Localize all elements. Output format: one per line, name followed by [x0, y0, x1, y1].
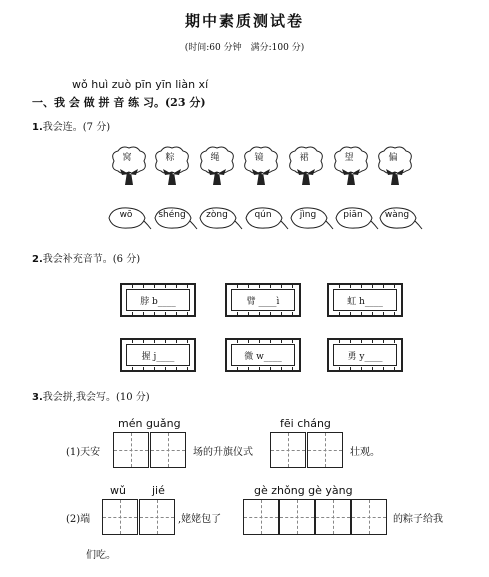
leaf-card[interactable]	[106, 205, 152, 231]
syllable-card[interactable]	[120, 283, 196, 317]
tree-character: 绳	[210, 153, 220, 163]
section1-pinyin: wǒ huì zuò pīn yīn liàn xí	[72, 78, 209, 91]
tree-character: 窝	[122, 153, 132, 163]
leaf-pinyin: qún	[254, 210, 272, 220]
tree-card[interactable]	[240, 145, 282, 187]
tree-card[interactable]	[374, 145, 416, 187]
syllable-card[interactable]	[225, 283, 301, 317]
question-text: 我会补充音节。(6 分)	[42, 254, 141, 265]
syllable-prompt: 臂 ____ì	[231, 289, 295, 311]
writing-grid[interactable]	[139, 499, 175, 535]
writing-grid[interactable]	[270, 432, 306, 468]
line2-prefix: (2)端	[66, 514, 91, 525]
leaf-pinyin: jìng	[299, 210, 317, 220]
pinyin-jie: jié	[152, 484, 165, 497]
line1-prefix: (1)天安	[66, 447, 101, 458]
pinyin-menguang: mén guǎng	[118, 417, 181, 430]
syllable-prompt: 勇 y____	[333, 344, 397, 366]
question-1	[32, 118, 110, 133]
tree-character: 粽	[165, 153, 175, 163]
question-text: 我会拼,我会写。(10 分)	[42, 392, 150, 403]
syllable-card[interactable]	[327, 283, 403, 317]
tree-card[interactable]	[108, 145, 150, 187]
syllable-card[interactable]	[225, 338, 301, 372]
leaf-pinyin: shéng	[158, 210, 186, 220]
writing-grid[interactable]	[307, 432, 343, 468]
syllable-card[interactable]	[327, 338, 403, 372]
leaf-card[interactable]	[333, 205, 379, 231]
tree-character: 裙	[299, 153, 309, 163]
section1-heading: 一、我 会 做 拼 音 练 习。(23 分)	[32, 96, 206, 109]
syllable-prompt: 握 j____	[126, 344, 190, 366]
writing-grid[interactable]	[102, 499, 138, 535]
tree-card[interactable]	[330, 145, 372, 187]
pinyin-gezhonggeyang: gè zhǒng gè yàng	[254, 484, 353, 497]
writing-grid[interactable]	[315, 499, 351, 535]
question-number: 1.	[32, 122, 43, 133]
writing-grid[interactable]	[279, 499, 315, 535]
leaf-card[interactable]	[243, 205, 289, 231]
question-text: 我会连。(7 分)	[42, 122, 111, 133]
leaf-pinyin: zòng	[206, 210, 228, 220]
pinyin-wu: wǔ	[110, 484, 126, 497]
tree-card[interactable]	[285, 145, 327, 187]
leaf-card[interactable]	[197, 205, 243, 231]
leaf-card[interactable]	[152, 205, 198, 231]
tree-character: 望	[344, 153, 354, 163]
tree-character: 偏	[388, 153, 398, 163]
question-number: 2.	[32, 254, 43, 265]
leaf-card[interactable]	[377, 205, 423, 231]
tree-card[interactable]	[196, 145, 238, 187]
leaf-card[interactable]	[288, 205, 334, 231]
leaf-pinyin: wō	[119, 210, 133, 220]
writing-grid[interactable]	[351, 499, 387, 535]
page-subtitle: (时间:60 分钟 满分:100 分)	[184, 43, 305, 53]
writing-grid[interactable]	[243, 499, 279, 535]
line2-mid: ,姥姥包了	[178, 514, 222, 525]
question-2	[32, 250, 140, 265]
leaf-pinyin: piān	[343, 210, 363, 220]
writing-grid[interactable]	[113, 432, 149, 468]
page-title: 期中素质测试卷	[184, 12, 304, 30]
syllable-prompt: 脖 b____	[126, 289, 190, 311]
question-number: 3.	[32, 392, 43, 403]
leaf-pinyin: wàng	[384, 210, 410, 220]
line2-suffix: 的粽子给我	[393, 514, 443, 525]
syllable-prompt: 微 w____	[231, 344, 295, 366]
pinyin-feichang: fēi cháng	[280, 417, 331, 430]
question-3	[32, 388, 150, 403]
tree-card[interactable]	[151, 145, 193, 187]
tree-character: 镜	[254, 153, 264, 163]
line1-mid: 场的升旗仪式	[193, 447, 253, 458]
syllable-card[interactable]	[120, 338, 196, 372]
line1-suffix: 壮观。	[350, 447, 380, 458]
syllable-prompt: 虹 h____	[333, 289, 397, 311]
writing-grid[interactable]	[150, 432, 186, 468]
line2-continuation: 们吃。	[86, 550, 116, 561]
